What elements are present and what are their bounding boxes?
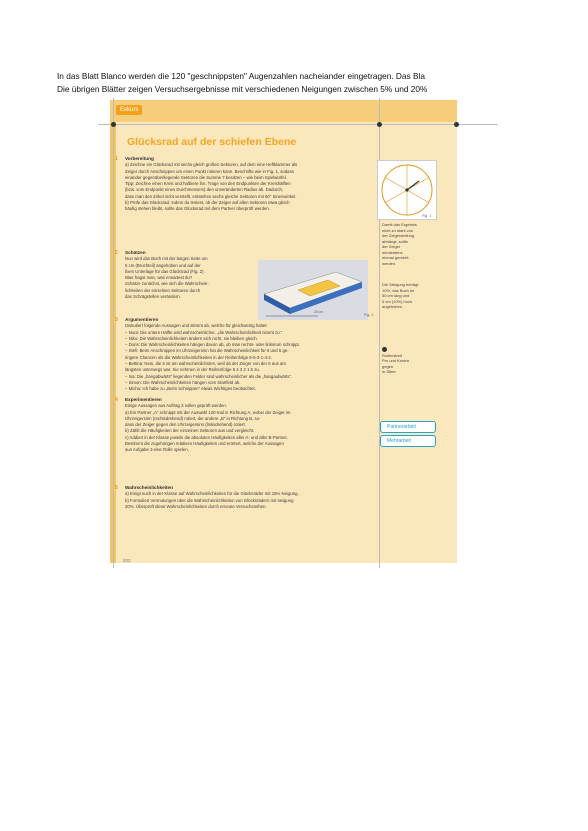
section-line: – Bettina: Nein, die 5 ist am wahrscheinlichsten, weil da der Zeiger von der 6 aus am: [125, 361, 286, 367]
section-title: Vorbereitung: [125, 156, 154, 161]
side-note-line: m.Siber: [382, 369, 396, 374]
fig2-label: Fig. 2: [364, 313, 374, 317]
section-line: – Micha: Ich habe zu „Beim Schnippen“ etwas Wichtiges beobachtet.: [125, 386, 256, 392]
fig1-side-note: [382, 222, 432, 266]
section-line: b) Zählt die Häufigkeiten der einzelnen Sektoren aus und vergleicht.: [125, 428, 255, 434]
section-line: lichkeiten der einzelnen Sektoren durch: [125, 287, 201, 293]
side-note-line: der Zeiger: [382, 244, 401, 249]
exkurs-tab: Exkurs: [116, 105, 142, 115]
section-number: 3: [115, 317, 118, 323]
section-line: 5 cm (Bruchteil) angehoben und auf der: [125, 262, 201, 268]
book-figure: [258, 260, 368, 320]
registration-mark-edge: [454, 122, 459, 127]
side-note-line: 50 cm lang und: [382, 293, 410, 298]
mehrarbeit-badge: Mehrarbeit: [380, 435, 436, 447]
section-line: Was fragst man, was erwartest du?: [125, 275, 193, 281]
side-note-line: der Zeigerstellung: [382, 233, 415, 238]
section-number: 1: [115, 156, 118, 162]
section-body: [125, 156, 380, 213]
fig2-side-note: [382, 282, 432, 310]
section-line: c) Addiert in der Klasse jeweils die absoluten Häufigkeiten aller A- und aller B-Partner.: [125, 434, 288, 440]
section-title: Experimentieren: [125, 397, 162, 402]
section-line: längsten unterwegs war. Sie nehmen in der Reihenfolge 5 4 3 2 1 6 zu.: [125, 367, 260, 373]
intro-text: [57, 70, 497, 96]
side-note-line: Damit das Ergebnis: [382, 222, 417, 227]
section-number: 4: [115, 397, 118, 403]
section-line: – Simon: Die Wahrscheinlichkeiten hängen vom Startfeld ab.: [125, 379, 241, 385]
section-line: b) Prüfe das Glücksrad. Indem du testest, ob der Zeiger auf allen Sektoren etwa gleich: [125, 200, 290, 206]
section-line: a) Ein Partner „A“ schnippt mit der Auswahl 120-mal in Richtung A, wobei der Zeiger im: [125, 409, 291, 415]
section-line: – Niko: Die Wahrscheinlichkeiten ändern sich nicht, sie bleiben gleich.: [125, 335, 258, 341]
section-title: Schätzen: [125, 250, 146, 255]
page-top-bar: [110, 100, 457, 122]
section-title: Wahrscheinlichkeiten: [125, 485, 174, 490]
section-line: Schätze zunächst, wie sich die Wahrschein-: [125, 281, 209, 287]
section-line: 20%. Überprüft diese Wahrscheinlichkeiten durch erneute Versuchsreihen.: [125, 503, 267, 509]
side-note-line: 5 cm (10%) hoch: [382, 298, 413, 304]
intro-line-2: Die übrigen Blätter zeigen Versuchsergebnisse mit verschiedenen Neigungen zwischen 5% und 20%: [57, 84, 428, 94]
guide-line-top: [98, 124, 498, 125]
intro-line-1: In das Blatt Blanco werden die 120 "geschnippsten" Augenzahlen nacheiander eingetragen. Das Bla: [57, 71, 425, 81]
side-note-line: gegen: [382, 363, 394, 369]
section-body: [125, 397, 380, 454]
rollenstreit-text: [382, 353, 432, 375]
fig1-label: Fig. 1: [422, 214, 432, 218]
page-number: 202: [123, 558, 131, 563]
side-note-line: werden.: [382, 260, 397, 266]
rollenstreit-note: [382, 347, 432, 375]
section-body: [125, 250, 265, 300]
section-line: Uhrzeigersinn (rechtsdrehend) rotiert, der andere „B“ in Richtung B, so-: [125, 415, 261, 421]
registration-mark-right: [377, 122, 382, 127]
section-line: einander gegenüberliegende Sektoren die Summe 7 besitzen – wie beim Spielwürfel.: [125, 174, 287, 180]
rollenstreit-icon: [382, 347, 387, 352]
section-line: Diskutiert folgende Aussagen und stimmt ab, welche für gleichwertig haltet:: [125, 323, 268, 329]
section-line: ringere Chancen als die Wahrscheinlichkeiten in der Reihenfolge 6-5-3-1-4-2.: [125, 354, 272, 360]
section-line: Tipp: Zeichne einen Kreis und halbiere ihn. Trage von den Endpunkten der Kreishälften: [125, 181, 291, 187]
section-number: 5: [115, 485, 118, 491]
section-line: Nun wird das Buch mit der langen Seite um: [125, 256, 208, 262]
section-line: Bestimmt die zugehörigen relativen Häufigkeiten und erörtert, welche der Aussagen: [125, 441, 284, 447]
section-line: aus Aufgabe 3 eine Rolle spielen.: [125, 447, 189, 453]
section-title: Argumentieren: [125, 317, 159, 322]
section-body: [125, 317, 380, 393]
section-line: fixen Unterlage für das Glücksrad (Fig. 2).: [125, 268, 205, 274]
section-line: Einige Aussagen aus Auftrag 3 sollen geprüft werden.: [125, 403, 228, 409]
side-note-line: mindestens: [382, 249, 403, 255]
side-note-line: Rollenstreit: [382, 352, 403, 358]
section-line: – Ina: Die „hangabwärts“ liegenden Felder sind wahrscheinlicher als die „hangaufwärts“.: [125, 373, 293, 379]
section-line: das Schrägstellen verändern.: [125, 294, 181, 300]
section-line: (bzw. vom Endpunkt eines Durchmessers) den unveränderten Radius ab. Dadurch,: [125, 187, 284, 193]
side-note-line: einmal gedreht: [382, 255, 409, 260]
side-note-line: Die Steigung beträgt: [382, 282, 419, 287]
section-line: häufig stehen bleibt, sollte das Glücksrad mit dem Partner überprüft werden.: [125, 206, 270, 212]
page-heading: Glücksrad auf der schiefen Ebene: [127, 136, 297, 148]
registration-mark-left: [111, 122, 116, 127]
book-measure-label: 20cm: [314, 310, 324, 314]
section-line: b) Formuliert Vermutungen über die Wahrscheinlichkeiten von Glücksrädern mit Neigung: [125, 497, 294, 503]
section-line: dass der Zeiger gegen den Uhrzeigersinn (linksdrehend) rotiert.: [125, 422, 246, 428]
section-line: dass man den Zirkel nicht verstellt, entstehen sechs gleiche Sektoren mit 60° Innenwinkel.: [125, 193, 297, 199]
section-number: 2: [115, 250, 118, 256]
section-body: [125, 485, 380, 510]
side-note-line: Pro und Kontra: [382, 358, 409, 363]
side-note-line: angehoben.: [382, 304, 404, 309]
section-line: Zeiger durch Anschnippen um einen Punkt rotieren kann. Beschrifte wie in Fig. 1, sodass: [125, 168, 294, 174]
side-note-line: abhängt, sollte: [382, 238, 409, 244]
section-line: a) Einigt euch in der Klasse auf Wahrscheinlichkeiten für die Glücksräder mit 15% Neigung.: [125, 491, 299, 497]
section-line: – Stefi: Beim Anschnippen im Uhrzeigersinn hat die Wahrscheinlichkeit für 6 und 5 ge-: [125, 348, 289, 354]
glucksrad-figure: [377, 160, 437, 220]
section-line: – Doris: Die Wahrscheinlichkeiten hängen davon ab, ob man rechts- oder linksrum schnippt.: [125, 342, 300, 348]
side-note-line: 10%, das Buch ist: [382, 287, 415, 293]
section-line: – Nora: Die untere Hälfte wird wahrscheinlicher, „die Wahrscheinlichkeit nimmt zu.“: [125, 329, 283, 335]
partnerarbeit-badge: Partnerarbeit: [380, 421, 436, 433]
section-line: a) Zeichne ein Glücksrad mit sechs gleich großen Sektoren, auf dem eine Heftklammer als: [125, 162, 298, 168]
guide-line-left: [113, 98, 114, 568]
side-note-line: nicht zu stark von: [382, 227, 414, 233]
